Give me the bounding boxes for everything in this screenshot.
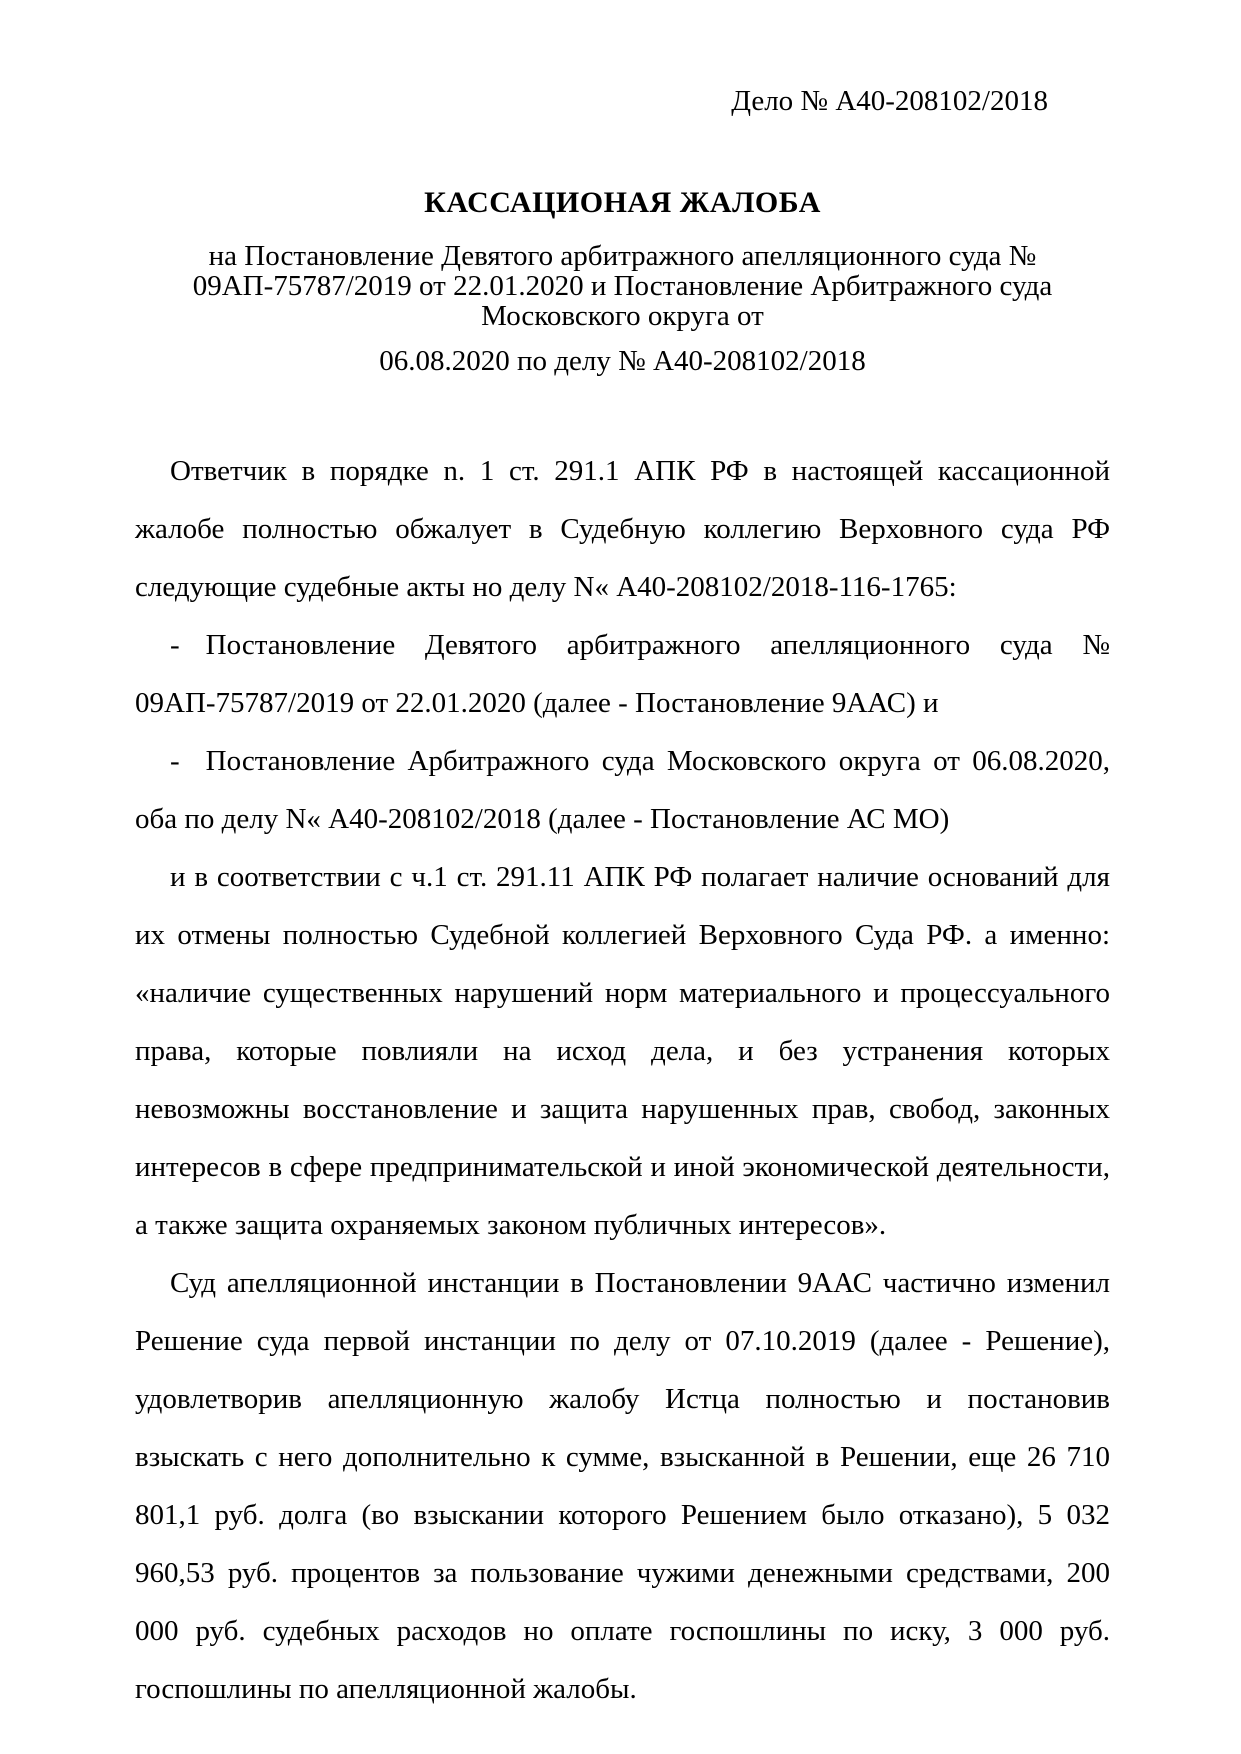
list-item-ruling-9aac <box>135 616 1110 732</box>
document-date-line: 06.08.2020 по делу № А40-208102/2018 <box>379 345 866 377</box>
bullet-marker: - <box>170 745 180 777</box>
list-item-text: Постановление Арбитражного суда Московского округа от 06.08.2020, оба по делу N« А40-208102/2018 (далее - Постановление АС МО) <box>135 745 1110 835</box>
document-body <box>135 442 1110 1718</box>
paragraph-grounds-for-annulment: и в соответствии с ч.1 ст. 291.11 АПК РФ полагает наличие оснований для их отмены полностью Судебной коллегией Верховного Суда РФ. а именно: «наличие существенных нарушений норм материального и процессуального права, которые повлияли на исход дела, и без устранения которых невозможны восстановление и защита нарушенных прав, свобод, законных интересов в сфере предпринимательской и иной экономической деятельности, а также защита охраняемых законом публичных интересов». <box>135 861 1110 1241</box>
paragraph-respondent-appeal: Ответчик в порядке n. 1 ст. 291.1 АПК РФ в настоящей кассационной жалобе полностью обжалует в Судебную коллегию Верховного суда РФ следующие судебные акты но делу N« А40-208102/2018-116-1765: <box>135 455 1110 603</box>
paragraph-appeal-court-changes: Суд апелляционной инстанции в Постановлении 9ААС частично изменил Решение суда первой инстанции по делу от 07.10.2019 (далее - Решение), удовлетворив апелляционную жалобу Истца полностью и постановив взыскать с него дополнительно к сумме, взысканной в Решении, еще 26 710 801,1 руб. долга (во взыскании которого Решением было отказано), 5 032 960,53 руб. процентов за пользование чужими денежными средствами, 200 000 руб. судебных расходов но оплате госпошлины по иску, 3 000 руб. госпошлины по апелляционной жалобы. <box>135 1267 1110 1705</box>
bullet-marker: - <box>170 629 180 661</box>
list-item-text: Постановление Девятого арбитражного апелляционного суда № 09АП-75787/2019 от 22.01.2020 (далее - Постановление 9ААС) и <box>135 629 1110 719</box>
document-title: КАССАЦИОНАЯ ЖАЛОБА <box>424 186 821 219</box>
case-number-label: Дело № А40-208102/2018 <box>731 85 1048 117</box>
document-subtitle: на Постановление Девятого арбитражного апелляционного суда № 09АП-75787/2019 от 22.01.2020 и Постановление Арбитражного суда Московского округа от <box>192 240 1053 332</box>
list-item-ruling-as-mo <box>135 732 1110 848</box>
